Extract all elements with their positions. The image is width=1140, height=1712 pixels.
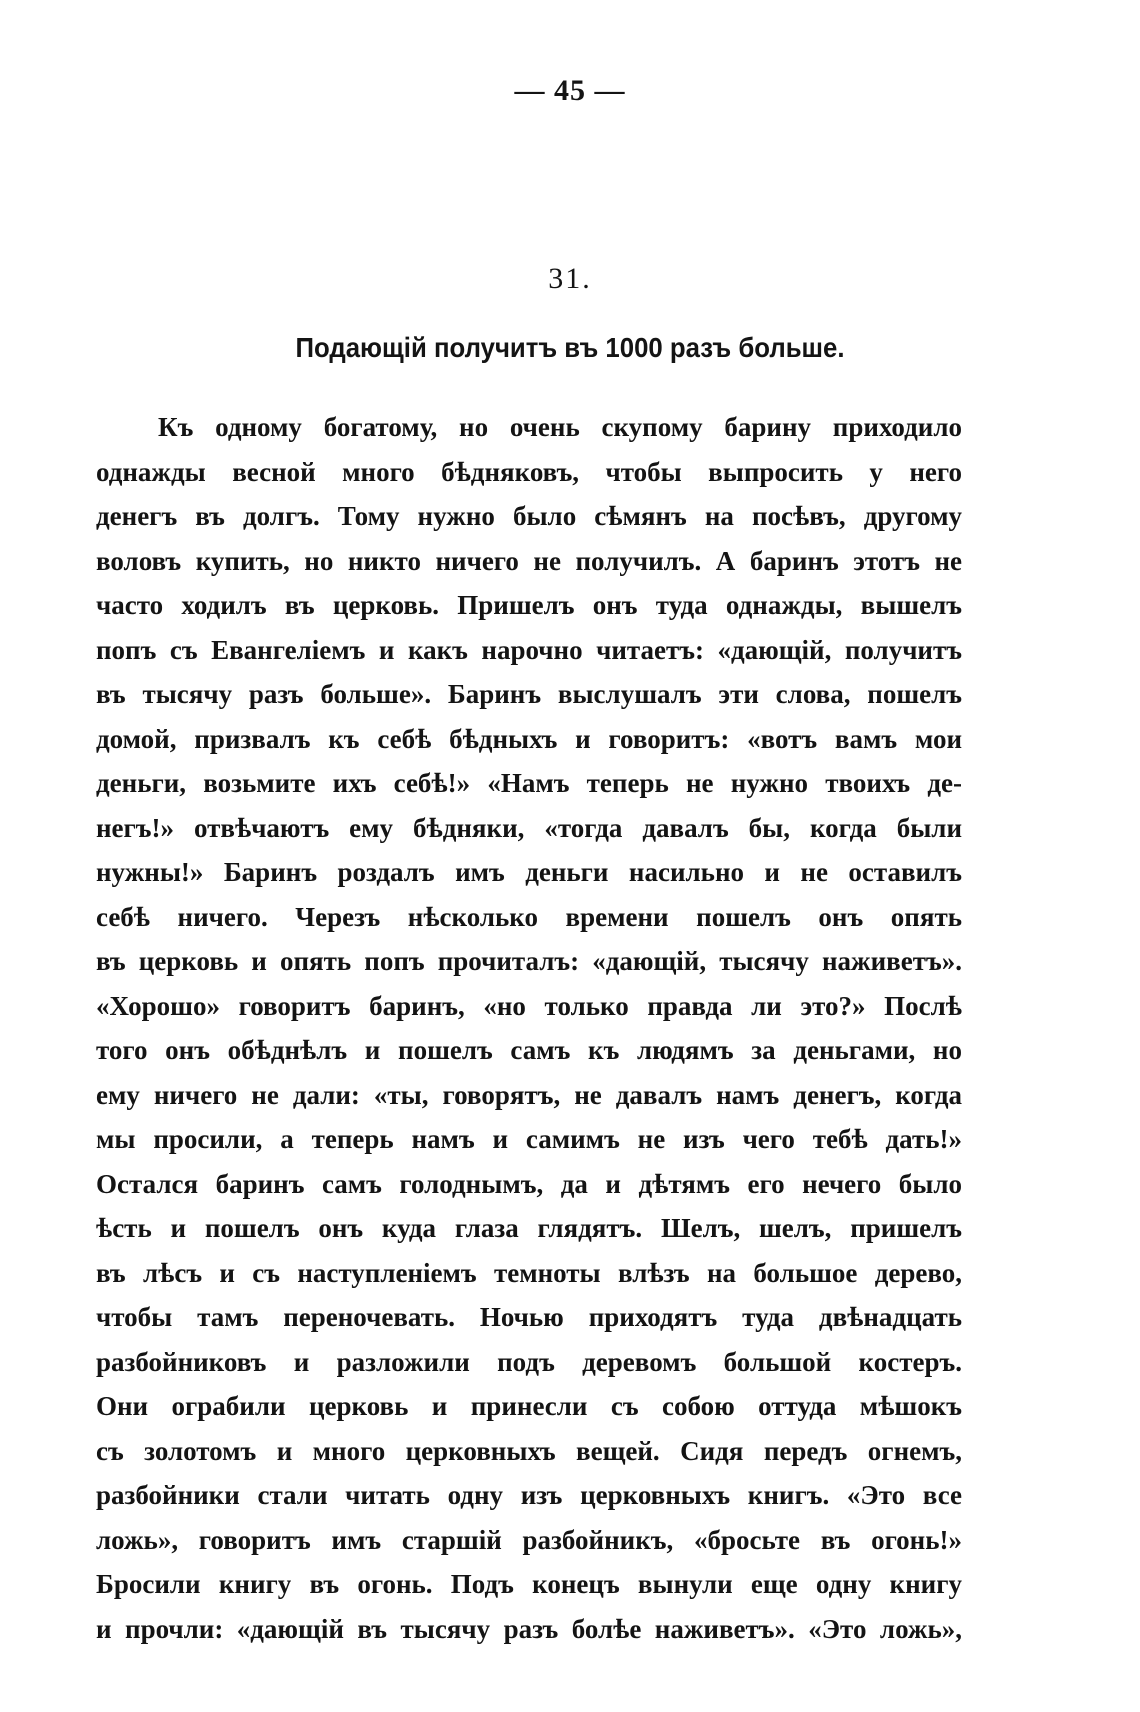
text-line: нужны!» Баринъ роздалъ имъ деньги насильно и не оставилъ — [96, 857, 962, 887]
text-line: «Хорошо» говоритъ баринъ, «но только правда ли это?» Послѣ — [96, 990, 962, 1021]
text-line: Остался баринъ самъ голоднымъ, да и дѣтямъ его нечего было — [96, 1168, 962, 1199]
story-title: Подающій получитъ въ 1000 разъ больше. — [295, 332, 845, 363]
text-line: чтобы тамъ переночевать. Ночью приходятъ туда двѣнадцать — [96, 1302, 962, 1332]
text-line: въ тысячу разъ больше». Баринъ выслушалъ эти слова, пошелъ — [96, 679, 962, 709]
text-line: разбойники стали читать одну изъ церковныхъ книгъ. «Это все — [96, 1480, 962, 1510]
text-line: ѣсть и пошелъ онъ куда глаза глядятъ. Шелъ, шелъ, пришелъ — [96, 1213, 962, 1243]
text-line: мы просили, а теперь намъ и самимъ не изъ чего тебѣ дать!» — [96, 1124, 962, 1154]
text-line: денегъ въ долгъ. Тому нужно было сѣмянъ на посѣвъ, другому — [96, 501, 962, 531]
text-line: Бросили книгу въ огонь. Подъ конецъ вынули еще одну книгу — [96, 1569, 962, 1599]
page-number-header: — 45 — — [514, 74, 626, 107]
text-line: ему ничего не дали: «ты, говорятъ, не давалъ намъ денегъ, когда — [96, 1079, 962, 1110]
text-line: въ церковь и опять попъ прочиталъ: «дающій, тысячу наживетъ». — [96, 946, 962, 976]
body-text — [96, 405, 962, 1651]
text-line: себѣ ничего. Черезъ нѣсколько времени пошелъ онъ опять — [96, 901, 962, 932]
text-line: и прочли: «дающій въ тысячу разъ болѣе наживетъ». «Это ложь», — [96, 1613, 962, 1644]
text-line: разбойниковъ и разложили подъ деревомъ большой костеръ. — [96, 1346, 962, 1377]
text-line: домой, призвалъ къ себѣ бѣдныхъ и говоритъ: «вотъ вамъ мои — [96, 723, 962, 754]
text-line: съ золотомъ и много церковныхъ вещей. Сидя передъ огнемъ, — [96, 1435, 962, 1466]
text-line: ложь», говоритъ имъ старшій разбойникъ, «бросьте въ огонь!» — [96, 1524, 962, 1555]
text-line: однажды весной много бѣдняковъ, чтобы выпросить у него — [96, 456, 962, 487]
text-line: часто ходилъ въ церковь. Пришелъ онъ туда однажды, вышелъ — [96, 590, 962, 620]
text-line: того онъ обѣднѣлъ и пошелъ самъ къ людямъ за деньгами, но — [96, 1035, 962, 1065]
text-line: попъ съ Евангеліемъ и какъ нарочно читаетъ: «дающій, получитъ — [96, 634, 962, 665]
text-line: воловъ купить, но никто ничего не получилъ. А баринъ этотъ не — [96, 545, 962, 576]
text-line: въ лѣсъ и съ наступленіемъ темноты влѣзъ на большое дерево, — [96, 1257, 962, 1288]
text-line: Они ограбили церковь и принесли съ собою оттуда мѣшокъ — [96, 1391, 962, 1421]
section-number: 31. — [548, 262, 592, 295]
text-line: Къ одному богатому, но очень скупому барину приходило — [158, 412, 962, 442]
text-line: деньги, возьмите ихъ себѣ!» «Намъ теперь не нужно твоихъ де- — [96, 768, 962, 798]
text-line: негъ!» отвѣчаютъ ему бѣдняки, «тогда давалъ бы, когда были — [96, 812, 962, 843]
